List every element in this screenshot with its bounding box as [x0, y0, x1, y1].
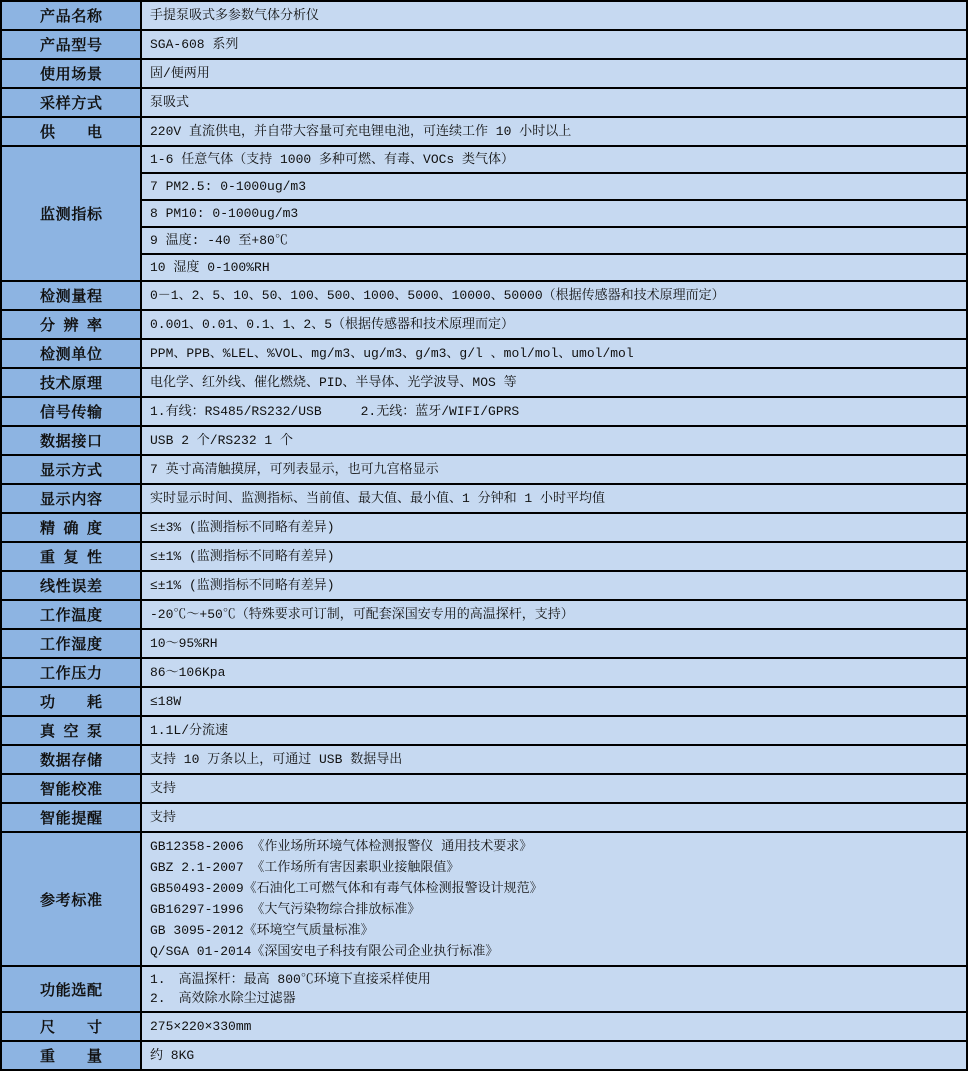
- cell-value-monitoring-item-3: 8 PM10: 0-1000ug/m3: [141, 200, 967, 227]
- row-power-consumption: [1, 687, 967, 716]
- label-text: 智能校准: [40, 781, 102, 798]
- cell-label-smart-calibration: [1, 774, 141, 803]
- row-product-model: [1, 30, 967, 59]
- cell-label-dimensions: [1, 1012, 141, 1041]
- cell-label-working-pressure: [1, 658, 141, 687]
- cell-value-monitoring-item-4: 9 温度: -40 至+80℃: [141, 227, 967, 254]
- cell-value-working-pressure: 86～106Kpa: [141, 658, 967, 687]
- cell-value-optional-functions: [141, 966, 967, 1012]
- label-text: 显示内容: [40, 491, 102, 508]
- optional-function-line: 1. 高温探杆：最高 800℃环境下直接采样使用: [150, 972, 431, 987]
- label-text: 使用场景: [40, 66, 102, 83]
- label-text: 功能选配: [40, 981, 102, 999]
- label-text: 采样方式: [40, 95, 102, 112]
- cell-label-power-consumption: [1, 687, 141, 716]
- row-working-temperature: [1, 600, 967, 629]
- cell-value-display-content: 实时显示时间、监测指标、当前值、最大值、最小值、1 分钟和 1 小时平均值: [141, 484, 967, 513]
- label-text: 真 空 泵: [40, 723, 102, 740]
- cell-value-monitoring-item-5: 10 湿度 0-100%RH: [141, 254, 967, 281]
- cell-value-power-consumption: ≤18W: [141, 687, 967, 716]
- cell-value-detection-range: 0－1、2、5、10、50、100、500、1000、5000、10000、50000（根据传感器和技术原理而定）: [141, 281, 967, 310]
- label-text: 重 复 性: [40, 549, 102, 566]
- cell-label-technical-principle: [1, 368, 141, 397]
- cell-label-detection-unit: [1, 339, 141, 368]
- cell-value-power-supply: 220V 直流供电，并自带大容量可充电锂电池，可连续工作 10 小时以上: [141, 117, 967, 146]
- row-signal-transmission: [1, 397, 967, 426]
- cell-value-dimensions: 275×220×330mm: [141, 1012, 967, 1041]
- optional-function-line: 2. 高效除水除尘过滤器: [150, 991, 296, 1006]
- row-working-humidity: [1, 629, 967, 658]
- row-dimensions: [1, 1012, 967, 1041]
- cell-value-usage-scene: 固/便两用: [141, 59, 967, 88]
- cell-value-repeatability: ≤±1% (监测指标不同略有差异): [141, 542, 967, 571]
- label-text: 分 辨 率: [40, 317, 102, 334]
- row-monitoring-item-3: [1, 200, 967, 227]
- cell-value-linearity-error: ≤±1% (监测指标不同略有差异): [141, 571, 967, 600]
- label-text: 监测指标: [40, 206, 102, 223]
- cell-label-accuracy: [1, 513, 141, 542]
- row-optional-functions: [1, 966, 967, 1012]
- cell-label-vacuum-pump: [1, 716, 141, 745]
- cell-label-usage-scene: [1, 59, 141, 88]
- label-text: 工作压力: [40, 665, 102, 682]
- cell-label-product-name: [1, 1, 141, 30]
- reference-standard-line: GB12358-2006 《作业场所环境气体检测报警仪 通用技术要求》: [150, 839, 533, 854]
- cell-value-weight: 约 8KG: [141, 1041, 967, 1070]
- reference-standard-line: GBZ 2.1-2007 《工作场所有害因素职业接触限值》: [150, 860, 460, 875]
- cell-label-linearity-error: [1, 571, 141, 600]
- reference-standard-line: GB16297-1996 《大气污染物综合排放标准》: [150, 902, 421, 917]
- cell-label-display-content: [1, 484, 141, 513]
- cell-label-power-supply: [1, 117, 141, 146]
- row-monitoring-item-5: [1, 254, 967, 281]
- row-detection-unit: [1, 339, 967, 368]
- row-resolution: [1, 310, 967, 339]
- cell-label-data-interface: [1, 426, 141, 455]
- row-sampling-method: [1, 88, 967, 117]
- row-detection-range: [1, 281, 967, 310]
- cell-value-working-humidity: 10～95%RH: [141, 629, 967, 658]
- cell-label-monitoring-indicators: [1, 146, 141, 281]
- row-monitoring-item-4: [1, 227, 967, 254]
- cell-label-smart-reminder: [1, 803, 141, 832]
- row-technical-principle: [1, 368, 967, 397]
- cell-label-working-temperature: [1, 600, 141, 629]
- row-monitoring-item-2: [1, 173, 967, 200]
- label-text: 功 耗: [40, 694, 102, 711]
- row-product-name: [1, 1, 967, 30]
- cell-value-technical-principle: 电化学、红外线、催化燃烧、PID、半导体、光学波导、MOS 等: [141, 368, 967, 397]
- reference-standard-line: GB 3095-2012《环境空气质量标准》: [150, 923, 374, 938]
- row-smart-reminder: [1, 803, 967, 832]
- cell-label-product-model: [1, 30, 141, 59]
- cell-label-optional-functions: [1, 966, 141, 1012]
- cell-value-data-interface: USB 2 个/RS232 1 个: [141, 426, 967, 455]
- row-monitoring-indicators: [1, 146, 967, 173]
- label-text: 工作温度: [40, 607, 102, 624]
- cell-value-accuracy: ≤±3% (监测指标不同略有差异): [141, 513, 967, 542]
- label-text: 显示方式: [40, 462, 102, 479]
- cell-value-reference-standards: [141, 832, 967, 966]
- reference-standard-line: GB50493-2009《石油化工可燃气体和有毒气体检测报警设计规范》: [150, 881, 543, 896]
- label-text: 检测量程: [40, 288, 102, 305]
- label-text: 技术原理: [40, 375, 102, 392]
- label-text: 产品名称: [40, 8, 102, 25]
- row-display-mode: [1, 455, 967, 484]
- label-text: 智能提醒: [40, 810, 102, 827]
- cell-value-working-temperature: -20℃～+50℃（特殊要求可订制，可配套深国安专用的高温探杆，支持）: [141, 600, 967, 629]
- cell-value-product-model: SGA-608 系列: [141, 30, 967, 59]
- cell-label-display-mode: [1, 455, 141, 484]
- cell-label-repeatability: [1, 542, 141, 571]
- row-power-supply: [1, 117, 967, 146]
- cell-value-vacuum-pump: 1.1L/分流速: [141, 716, 967, 745]
- row-linearity-error: [1, 571, 967, 600]
- label-text: 重 量: [40, 1048, 102, 1065]
- row-accuracy: [1, 513, 967, 542]
- label-text: 信号传输: [40, 404, 102, 421]
- row-repeatability: [1, 542, 967, 571]
- label-text: 精 确 度: [40, 520, 102, 537]
- cell-label-detection-range: [1, 281, 141, 310]
- label-text: 数据接口: [40, 433, 102, 450]
- cell-value-resolution: 0.001、0.01、0.1、1、2、5（根据传感器和技术原理而定）: [141, 310, 967, 339]
- label-text: 线性误差: [40, 578, 102, 595]
- label-text: 参考标准: [40, 891, 102, 909]
- cell-label-reference-standards: [1, 832, 141, 966]
- row-usage-scene: [1, 59, 967, 88]
- cell-value-monitoring-item-2: 7 PM2.5: 0-1000ug/m3: [141, 173, 967, 200]
- cell-label-data-storage: [1, 745, 141, 774]
- label-text: 供 电: [40, 124, 102, 141]
- cell-value-product-name: 手提泵吸式多参数气体分析仪: [141, 1, 967, 30]
- row-display-content: [1, 484, 967, 513]
- cell-value-detection-unit: PPM、PPB、%LEL、%VOL、mg/m3、ug/m3、g/m3、g/l 、mol/mol、umol/mol: [141, 339, 967, 368]
- cell-label-signal-transmission: [1, 397, 141, 426]
- cell-value-smart-calibration: 支持: [141, 774, 967, 803]
- row-vacuum-pump: [1, 716, 967, 745]
- cell-label-resolution: [1, 310, 141, 339]
- reference-standard-line: Q/SGA 01-2014《深国安电子科技有限公司企业执行标准》: [150, 944, 499, 959]
- cell-label-working-humidity: [1, 629, 141, 658]
- cell-value-sampling-method: 泵吸式: [141, 88, 967, 117]
- cell-value-data-storage: 支持 10 万条以上，可通过 USB 数据导出: [141, 745, 967, 774]
- row-data-interface: [1, 426, 967, 455]
- cell-label-weight: [1, 1041, 141, 1070]
- row-reference-standards: [1, 832, 967, 966]
- cell-value-signal-transmission: 1.有线：RS485/RS232/USB 2.无线：蓝牙/WIFI/GPRS: [141, 397, 967, 426]
- row-smart-calibration: [1, 774, 967, 803]
- label-text: 数据存储: [40, 752, 102, 769]
- row-data-storage: [1, 745, 967, 774]
- cell-value-display-mode: 7 英寸高清触摸屏，可列表显示，也可九宫格显示: [141, 455, 967, 484]
- cell-label-sampling-method: [1, 88, 141, 117]
- cell-value-smart-reminder: 支持: [141, 803, 967, 832]
- label-text: 工作湿度: [40, 636, 102, 653]
- row-working-pressure: [1, 658, 967, 687]
- cell-value-monitoring-item-1: 1-6 任意气体（支持 1000 多种可燃、有毒、VOCs 类气体）: [141, 146, 967, 173]
- label-text: 尺 寸: [40, 1019, 102, 1036]
- label-text: 检测单位: [40, 346, 102, 363]
- row-weight: [1, 1041, 967, 1070]
- label-text: 产品型号: [40, 37, 102, 54]
